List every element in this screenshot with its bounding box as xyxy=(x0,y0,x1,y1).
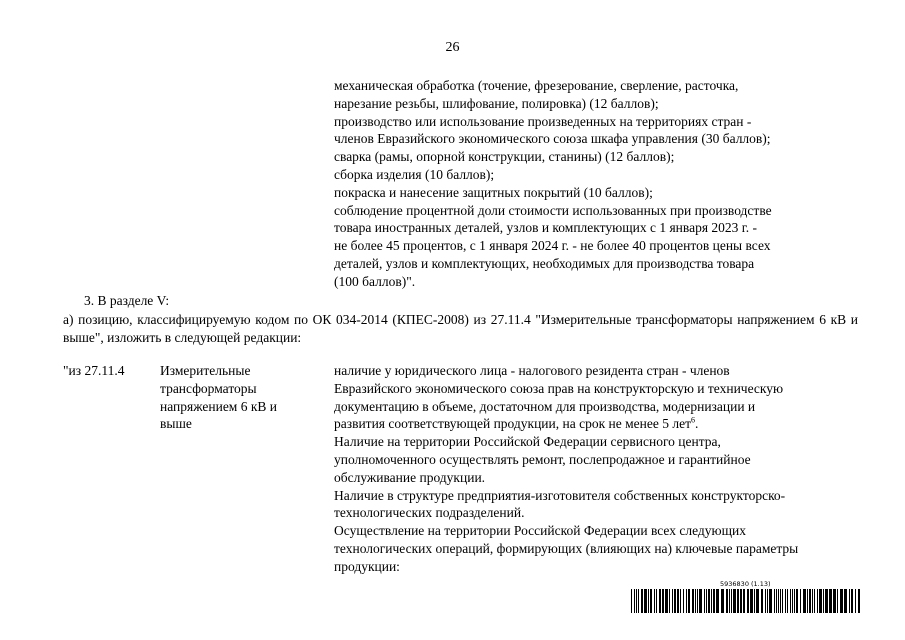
okpd-code: "из 27.11.4 xyxy=(63,363,125,378)
barcode-bar xyxy=(849,589,850,613)
requirements xyxy=(334,362,859,576)
barcode-bar xyxy=(761,589,763,613)
barcode-bar xyxy=(737,589,739,613)
barcode-bar xyxy=(695,589,696,613)
text-line: выше xyxy=(160,416,192,432)
barcode-bar xyxy=(659,589,661,613)
barcode-bar xyxy=(833,589,836,613)
barcode-bar xyxy=(782,589,783,613)
text-line: технологических операций, формирующих (влияющих на) ключевые параметры xyxy=(334,540,799,556)
barcode-image xyxy=(631,589,861,613)
barcode-bar xyxy=(644,589,647,613)
text-line: (100 баллов)". xyxy=(334,273,416,289)
barcode-bar xyxy=(785,589,786,613)
barcode-bar xyxy=(790,589,791,613)
criteria-list-continued xyxy=(334,77,854,291)
barcode-bar xyxy=(692,589,694,613)
barcode-bar xyxy=(733,589,736,613)
barcode-bar xyxy=(636,589,637,613)
text-line: наличие у юридического лица - налогового резидента стран - членов xyxy=(334,363,730,378)
barcode-bar xyxy=(686,589,687,613)
barcode-bar xyxy=(650,589,652,613)
barcode-bar xyxy=(814,589,815,613)
text-span: развития соответствующей продукции, на срок не менее 5 лет xyxy=(334,416,691,432)
barcode-bar xyxy=(787,589,788,613)
text-span: . xyxy=(695,416,699,432)
barcode-bar xyxy=(796,589,798,613)
barcode-bar xyxy=(807,589,808,613)
text-line: уполномоченного осуществлять ремонт, послепродажное и гарантийное xyxy=(334,451,751,467)
barcode-label: 5936830 (1.13) xyxy=(720,580,771,588)
paragraph-a: а) позицию, классифицируемую кодом по ОК 034-2014 (КПЕС-2008) из 27.11.4 "Измерительные трансформаторы напряжением 6 кВ и выше", изложить в следующей редакции: xyxy=(63,312,858,345)
barcode-bar xyxy=(631,589,632,613)
barcode-bar xyxy=(648,589,649,613)
barcode-bar xyxy=(825,589,828,613)
text-line: технологических подразделений. xyxy=(334,505,525,521)
barcode-bar xyxy=(672,589,673,613)
barcode-bar xyxy=(634,589,635,613)
text-line: нарезание резьбы, шлифование, полировка) (12 баллов); xyxy=(334,95,659,111)
text-line: документацию в объеме, достаточном для производства, модернизации и xyxy=(334,398,756,414)
barcode-bar xyxy=(740,589,742,613)
barcode-bar xyxy=(829,589,832,613)
barcode-bar xyxy=(776,589,777,613)
text-line: трансформаторы xyxy=(160,380,257,396)
barcode-bar xyxy=(669,589,670,613)
barcode-bar xyxy=(641,589,643,613)
barcode-bar xyxy=(721,589,724,613)
barcode-bar xyxy=(840,589,843,613)
barcode-bar xyxy=(858,589,860,613)
barcode-bar xyxy=(729,589,730,613)
text-line-with-footnote xyxy=(334,415,859,433)
text-line: обслуживание продукции. xyxy=(334,469,486,485)
barcode-bar xyxy=(654,589,655,613)
barcode-bar xyxy=(680,589,681,613)
text-line: соблюдение процентной доли стоимости использованных при производстве xyxy=(334,202,772,218)
barcode-bar xyxy=(726,589,728,613)
text-line: деталей, узлов и комплектующих, необходимых для производства товара xyxy=(334,255,755,271)
barcode-bar xyxy=(778,589,779,613)
barcode-bar xyxy=(704,589,705,613)
text-line: Осуществление на территории Российской Федерации всех следующих xyxy=(334,523,746,539)
barcode-bar xyxy=(674,589,676,613)
text-line: товара иностранных деталей, узлов и комплектующих с 1 января 2023 г. - xyxy=(334,220,758,236)
barcode-bar xyxy=(683,589,684,613)
text-line: Наличие на территории Российской Федерации сервисного центра, xyxy=(334,434,721,450)
barcode-bar xyxy=(713,589,715,613)
barcode-bar xyxy=(708,589,710,613)
section-heading: 3. В разделе V: xyxy=(84,293,170,308)
barcode-bar xyxy=(767,589,768,613)
barcode-bar xyxy=(747,589,749,613)
barcode-bar xyxy=(844,589,847,613)
text-line: Евразийского экономического союза прав на конструкторскую и техническую xyxy=(334,380,784,396)
barcode-bar xyxy=(765,589,766,613)
text-line: Наличие в структуре предприятия-изготовителя собственных конструкторско- xyxy=(334,487,786,503)
barcode-bar xyxy=(656,589,657,613)
barcode-bar xyxy=(756,589,759,613)
barcode-bar xyxy=(677,589,679,613)
barcode-bar xyxy=(794,589,795,613)
text-line: Измерительные xyxy=(160,363,251,378)
barcode-bar xyxy=(697,589,698,613)
barcode-bar xyxy=(769,589,772,613)
barcode-bar xyxy=(812,589,813,613)
footnote-marker: 6 xyxy=(691,415,695,425)
text-line: членов Евразийского экономического союза шкафа управления (30 баллов); xyxy=(334,131,771,147)
text-line: напряжением 6 кВ и xyxy=(160,398,278,414)
text-line: сварка (рамы, опорной конструкции, станины) (12 баллов); xyxy=(334,149,675,165)
barcode-bar xyxy=(851,589,853,613)
barcode-bar xyxy=(688,589,690,613)
barcode-bar xyxy=(743,589,745,613)
page-number: 26 xyxy=(445,40,460,55)
barcode-bar xyxy=(665,589,668,613)
barcode-bar xyxy=(792,589,793,613)
barcode-bar xyxy=(780,589,781,613)
text-line: не более 45 процентов, с 1 января 2024 г. - не более 40 процентов цены всех xyxy=(334,238,771,254)
barcode-bar xyxy=(823,589,824,613)
barcode-bar xyxy=(817,589,818,613)
barcode-bar xyxy=(731,589,732,613)
barcode-bar xyxy=(716,589,719,613)
text-line: производство или использование произведенных на территориях стран - xyxy=(334,113,752,129)
product-name xyxy=(160,362,320,433)
barcode-bar xyxy=(855,589,856,613)
barcode-bar xyxy=(662,589,664,613)
text-line: покраска и нанесение защитных покрытий (10 баллов); xyxy=(334,184,653,200)
barcode-bar xyxy=(809,589,811,613)
barcode-bar xyxy=(750,589,753,613)
barcode-bar xyxy=(837,589,838,613)
barcode-bar xyxy=(754,589,755,613)
text-line: механическая обработка (точение, фрезерование, сверление, расточка, xyxy=(334,78,739,93)
text-line: продукции: xyxy=(334,558,400,574)
barcode-bar xyxy=(803,589,806,613)
barcode-bar xyxy=(819,589,822,613)
barcode-bar xyxy=(711,589,712,613)
text-line: сборка изделия (10 баллов); xyxy=(334,166,495,182)
barcode-bar xyxy=(706,589,707,613)
barcode-bar xyxy=(774,589,775,613)
barcode-bar xyxy=(638,589,639,613)
barcode-bar xyxy=(699,589,702,613)
barcode-bar xyxy=(800,589,801,613)
